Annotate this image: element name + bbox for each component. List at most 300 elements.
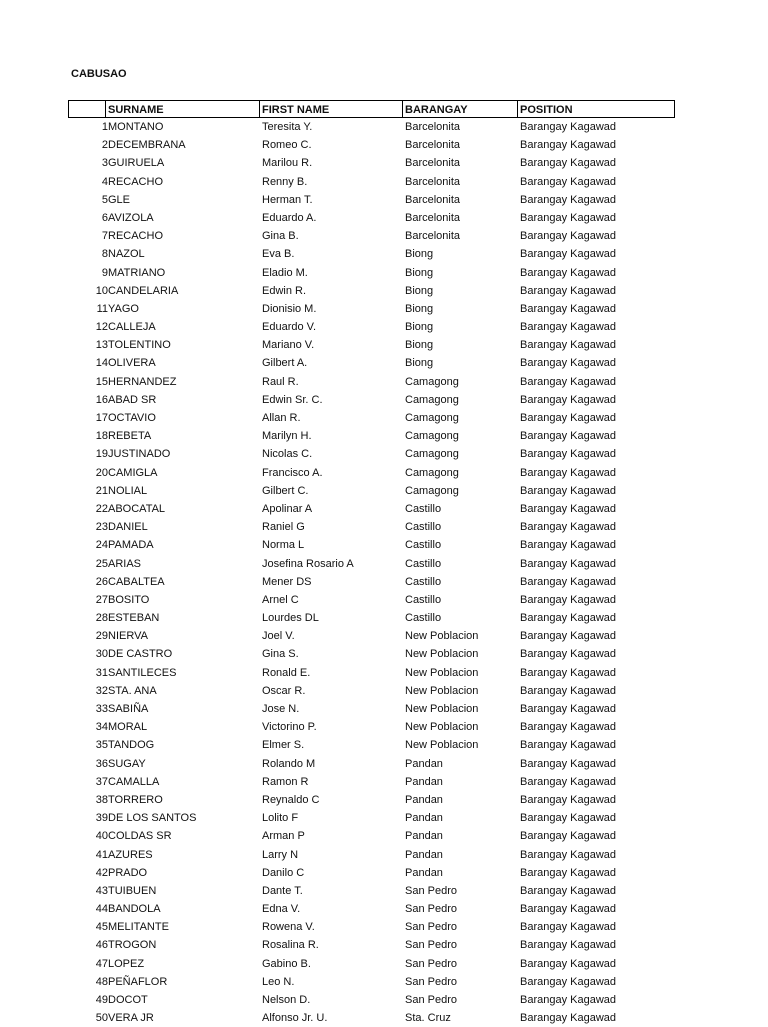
row-number: 17	[95, 412, 108, 424]
table-header	[68, 100, 675, 118]
cell-first-name: Raul R.	[262, 375, 299, 388]
table-row	[68, 700, 675, 718]
header-surname: SURNAME	[105, 101, 259, 117]
row-number: 18	[95, 430, 108, 443]
row-number: 32	[95, 684, 108, 697]
cell-position: Barangay Kagawad	[520, 812, 617, 825]
row-number: 28	[95, 612, 108, 625]
row-number: 29	[95, 630, 108, 643]
cell-position: Barangay Kagawad	[520, 502, 617, 515]
cell-barangay: Castillo	[405, 521, 442, 534]
cell-first-name: Joel V.	[262, 630, 295, 643]
cell-first-name: Rosalina R.	[262, 939, 319, 952]
cell-barangay: Pandan	[405, 848, 443, 861]
cell-surname: TANDOG	[108, 739, 155, 752]
table-row	[68, 664, 675, 682]
cell-first-name: Teresita Y.	[262, 121, 313, 133]
cell-first-name: Eladio M.	[262, 266, 308, 279]
cell-barangay: Pandan	[405, 830, 443, 843]
row-number: 33	[95, 703, 108, 715]
document-title: CABUSAO	[71, 68, 127, 80]
row-number: 5	[101, 193, 108, 206]
cell-position: Barangay Kagawad	[520, 793, 617, 806]
cell-surname: SABIÑA	[108, 703, 149, 715]
cell-barangay: Biong	[405, 266, 434, 279]
cell-barangay: Barcelonita	[405, 121, 461, 133]
cell-barangay: Camagong	[405, 466, 459, 479]
cell-barangay: Barcelonita	[405, 230, 461, 243]
table-row	[68, 354, 675, 372]
table-row	[68, 936, 675, 954]
row-number: 47	[95, 957, 108, 970]
cell-barangay: Pandan	[405, 793, 443, 806]
cell-first-name: Marilyn H.	[262, 430, 312, 443]
cell-surname: PRADO	[108, 866, 148, 879]
cell-position: Barangay Kagawad	[520, 975, 617, 988]
cell-barangay: New Poblacion	[405, 703, 479, 715]
cell-position: Barangay Kagawad	[520, 230, 617, 243]
row-number: 2	[101, 139, 108, 152]
table-row	[68, 991, 675, 1009]
cell-position: Barangay Kagawad	[520, 703, 617, 715]
cell-first-name: Eva B.	[262, 248, 295, 261]
cell-first-name: Rowena V.	[262, 921, 315, 934]
row-number: 25	[95, 557, 108, 570]
cell-first-name: Jose N.	[262, 703, 300, 715]
row-number: 3	[101, 157, 108, 170]
table-row	[68, 882, 675, 900]
cell-barangay: Biong	[405, 284, 434, 297]
row-number: 1	[101, 121, 108, 133]
table-row	[68, 336, 675, 354]
table-row	[68, 736, 675, 754]
cell-first-name: Edwin Sr. C.	[262, 393, 323, 406]
cell-surname: TROGON	[108, 939, 157, 952]
table-row	[68, 755, 675, 773]
cell-first-name: Edna V.	[262, 903, 301, 916]
row-number: 31	[95, 666, 108, 679]
header-first-name: FIRST NAME	[259, 101, 402, 117]
cell-barangay: Castillo	[405, 557, 442, 570]
cell-surname: MORAL	[108, 721, 148, 734]
cell-position: Barangay Kagawad	[520, 721, 617, 734]
row-number: 46	[95, 939, 108, 952]
row-number: 44	[95, 903, 108, 916]
row-number: 16	[95, 393, 108, 406]
row-number: 45	[95, 921, 108, 934]
table-row	[68, 136, 675, 154]
cell-barangay: Biong	[405, 302, 434, 315]
cell-position: Barangay Kagawad	[520, 321, 617, 334]
cell-position: Barangay Kagawad	[520, 539, 617, 552]
cell-surname: CABALTEA	[108, 575, 165, 588]
cell-surname: VERA JR	[108, 1012, 154, 1025]
cell-first-name: Allan R.	[262, 412, 301, 424]
cell-barangay: Camagong	[405, 430, 459, 443]
cell-position: Barangay Kagawad	[520, 193, 617, 206]
cell-position: Barangay Kagawad	[520, 739, 617, 752]
row-number: 22	[95, 502, 108, 515]
cell-surname: CAMALLA	[108, 775, 160, 788]
cell-surname: TORRERO	[108, 793, 163, 806]
cell-first-name: Lolito F	[262, 812, 299, 825]
cell-barangay: Camagong	[405, 375, 459, 388]
cell-first-name: Nelson D.	[262, 994, 311, 1006]
cell-position: Barangay Kagawad	[520, 357, 617, 370]
table-row	[68, 500, 675, 518]
cell-position: Barangay Kagawad	[520, 575, 617, 588]
cell-position: Barangay Kagawad	[520, 466, 617, 479]
cell-first-name: Herman T.	[262, 193, 313, 206]
cell-position: Barangay Kagawad	[520, 375, 617, 388]
cell-position: Barangay Kagawad	[520, 412, 617, 424]
table-row	[68, 518, 675, 536]
row-number: 36	[95, 757, 108, 770]
cell-first-name: Josefina Rosario A	[262, 557, 354, 570]
cell-first-name: Lourdes DL	[262, 612, 319, 625]
cell-barangay: San Pedro	[405, 975, 457, 988]
cell-barangay: Barcelonita	[405, 193, 461, 206]
row-number: 8	[101, 248, 108, 261]
table-row	[68, 955, 675, 973]
row-number: 12	[95, 321, 108, 334]
cell-surname: ARIAS	[108, 557, 142, 570]
cell-barangay: New Poblacion	[405, 666, 479, 679]
cell-surname: CANDELARIA	[108, 284, 179, 297]
table-row	[68, 900, 675, 918]
row-number: 13	[95, 339, 108, 352]
table-row	[68, 300, 675, 318]
table-row	[68, 555, 675, 573]
row-number: 26	[95, 575, 108, 588]
cell-barangay: Camagong	[405, 393, 459, 406]
cell-barangay: Pandan	[405, 757, 443, 770]
cell-position: Barangay Kagawad	[520, 121, 617, 133]
row-number: 42	[95, 866, 108, 879]
row-number: 24	[95, 539, 108, 552]
cell-surname: RECACHO	[108, 230, 164, 243]
row-number: 43	[95, 884, 108, 897]
cell-position: Barangay Kagawad	[520, 994, 617, 1006]
cell-surname: HERNANDEZ	[108, 375, 177, 388]
table-row	[68, 918, 675, 936]
cell-barangay: San Pedro	[405, 921, 457, 934]
cell-position: Barangay Kagawad	[520, 666, 617, 679]
cell-barangay: New Poblacion	[405, 721, 479, 734]
cell-surname: SANTILECES	[108, 666, 177, 679]
cell-surname: RECACHO	[108, 175, 164, 188]
cell-surname: ABOCATAL	[108, 502, 166, 515]
cell-first-name: Reynaldo C	[262, 793, 320, 806]
cell-position: Barangay Kagawad	[520, 684, 617, 697]
cell-position: Barangay Kagawad	[520, 612, 617, 625]
row-number: 9	[101, 266, 108, 279]
cell-position: Barangay Kagawad	[520, 1012, 617, 1025]
cell-barangay: Barcelonita	[405, 175, 461, 188]
cell-barangay: Biong	[405, 339, 434, 352]
cell-barangay: Biong	[405, 248, 434, 261]
row-number: 15	[95, 375, 108, 388]
cell-first-name: Arman P	[262, 830, 305, 843]
cell-surname: COLDAS SR	[108, 830, 172, 843]
cell-position: Barangay Kagawad	[520, 648, 617, 661]
row-number: 14	[95, 357, 108, 370]
cell-surname: ABAD SR	[108, 393, 157, 406]
cell-position: Barangay Kagawad	[520, 757, 617, 770]
cell-surname: LOPEZ	[108, 957, 145, 970]
cell-first-name: Francisco A.	[262, 466, 323, 479]
cell-position: Barangay Kagawad	[520, 884, 617, 897]
cell-position: Barangay Kagawad	[520, 448, 617, 461]
cell-barangay: San Pedro	[405, 903, 457, 916]
cell-first-name: Alfonso Jr. U.	[262, 1012, 328, 1025]
cell-barangay: San Pedro	[405, 939, 457, 952]
table-body	[68, 118, 675, 1027]
cell-surname: YAGO	[108, 302, 139, 315]
table-row	[68, 609, 675, 627]
table-row	[68, 409, 675, 427]
cell-barangay: San Pedro	[405, 957, 457, 970]
cell-surname: MONTANO	[108, 121, 164, 133]
table-row	[68, 846, 675, 864]
table-row	[68, 427, 675, 445]
cell-position: Barangay Kagawad	[520, 830, 617, 843]
cell-barangay: Castillo	[405, 502, 442, 515]
cell-surname: CAMIGLA	[108, 466, 158, 479]
cell-surname: AVIZOLA	[108, 211, 154, 224]
table-row	[68, 1009, 675, 1027]
table-row	[68, 318, 675, 336]
cell-position: Barangay Kagawad	[520, 139, 617, 152]
row-number: 37	[95, 775, 108, 788]
cell-barangay: Barcelonita	[405, 211, 461, 224]
cell-first-name: Arnel C	[262, 593, 299, 606]
table-row	[68, 245, 675, 263]
cell-first-name: Gilbert A.	[262, 357, 308, 370]
cell-position: Barangay Kagawad	[520, 939, 617, 952]
cell-surname: DE LOS SANTOS	[108, 812, 197, 825]
row-number: 48	[95, 975, 108, 988]
cell-barangay: Pandan	[405, 812, 443, 825]
table-row	[68, 645, 675, 663]
row-number: 49	[95, 994, 108, 1006]
cell-surname: DANIEL	[108, 521, 148, 534]
table-row	[68, 173, 675, 191]
cell-first-name: Victorino P.	[262, 721, 317, 734]
cell-barangay: Castillo	[405, 593, 442, 606]
cell-first-name: Oscar R.	[262, 684, 306, 697]
header-barangay: BARANGAY	[402, 101, 517, 117]
table-row	[68, 536, 675, 554]
cell-barangay: New Poblacion	[405, 684, 479, 697]
cell-surname: GUIRUELA	[108, 157, 165, 170]
row-number: 27	[95, 593, 108, 606]
row-number: 21	[95, 484, 108, 497]
table-row	[68, 209, 675, 227]
cell-barangay: Castillo	[405, 539, 442, 552]
table-row	[68, 282, 675, 300]
row-number: 40	[95, 830, 108, 843]
cell-position: Barangay Kagawad	[520, 484, 617, 497]
cell-surname: AZURES	[108, 848, 153, 861]
cell-barangay: Barcelonita	[405, 139, 461, 152]
cell-barangay: Castillo	[405, 575, 442, 588]
row-number: 4	[101, 175, 108, 188]
cell-position: Barangay Kagawad	[520, 393, 617, 406]
cell-position: Barangay Kagawad	[520, 284, 617, 297]
cell-barangay: New Poblacion	[405, 630, 479, 643]
table-row	[68, 482, 675, 500]
cell-barangay: San Pedro	[405, 884, 457, 897]
cell-first-name: Dante T.	[262, 884, 303, 897]
cell-first-name: Larry N	[262, 848, 299, 861]
cell-surname: DECEMBRANA	[108, 139, 186, 152]
cell-position: Barangay Kagawad	[520, 521, 617, 534]
cell-first-name: Leo N.	[262, 975, 295, 988]
cell-barangay: Biong	[405, 357, 434, 370]
cell-barangay: Camagong	[405, 448, 459, 461]
header-position: POSITION	[517, 101, 674, 117]
row-number: 38	[95, 793, 108, 806]
cell-barangay: Barcelonita	[405, 157, 461, 170]
table-row	[68, 191, 675, 209]
cell-position: Barangay Kagawad	[520, 921, 617, 934]
cell-first-name: Apolinar A	[262, 502, 313, 515]
row-number: 6	[101, 211, 108, 224]
cell-first-name: Dionisio M.	[262, 302, 317, 315]
cell-surname: TUIBUEN	[108, 884, 157, 897]
cell-surname: OLIVERA	[108, 357, 156, 370]
row-number: 30	[95, 648, 108, 661]
table-row	[68, 227, 675, 245]
row-number: 23	[95, 521, 108, 534]
cell-first-name: Norma L	[262, 539, 305, 552]
cell-surname: PEÑAFLOR	[108, 975, 168, 988]
table-row	[68, 682, 675, 700]
cell-barangay: Sta. Cruz	[405, 1012, 451, 1025]
cell-barangay: Pandan	[405, 775, 443, 788]
cell-surname: REBETA	[108, 430, 152, 443]
cell-position: Barangay Kagawad	[520, 957, 617, 970]
cell-first-name: Edwin R.	[262, 284, 307, 297]
cell-surname: MELITANTE	[108, 921, 169, 934]
cell-position: Barangay Kagawad	[520, 175, 617, 188]
cell-surname: ESTEBAN	[108, 612, 160, 625]
cell-barangay: Pandan	[405, 866, 443, 879]
table-row	[68, 573, 675, 591]
cell-position: Barangay Kagawad	[520, 248, 617, 261]
cell-first-name: Gina B.	[262, 230, 299, 243]
table-row	[68, 718, 675, 736]
row-number: 34	[95, 721, 108, 734]
cell-surname: NAZOL	[108, 248, 145, 261]
row-number: 20	[95, 466, 108, 479]
cell-first-name: Ramon R	[262, 775, 309, 788]
cell-position: Barangay Kagawad	[520, 266, 617, 279]
cell-surname: CALLEJA	[108, 321, 156, 334]
cell-position: Barangay Kagawad	[520, 593, 617, 606]
cell-first-name: Raniel G	[262, 521, 305, 534]
cell-surname: BOSITO	[108, 593, 150, 606]
cell-position: Barangay Kagawad	[520, 775, 617, 788]
cell-surname: BANDOLA	[108, 903, 161, 916]
cell-surname: TOLENTINO	[108, 339, 171, 352]
row-number: 10	[95, 284, 108, 297]
cell-barangay: Camagong	[405, 412, 459, 424]
table-row	[68, 373, 675, 391]
table-row	[68, 445, 675, 463]
cell-surname: SUGAY	[108, 757, 146, 770]
row-number: 7	[101, 230, 108, 243]
cell-position: Barangay Kagawad	[520, 903, 617, 916]
cell-position: Barangay Kagawad	[520, 630, 617, 643]
cell-surname: NIERVA	[108, 630, 148, 643]
cell-position: Barangay Kagawad	[520, 211, 617, 224]
cell-position: Barangay Kagawad	[520, 866, 617, 879]
cell-first-name: Danilo C	[262, 866, 305, 879]
cell-first-name: Gilbert C.	[262, 484, 309, 497]
table-row	[68, 264, 675, 282]
cell-barangay: Camagong	[405, 484, 459, 497]
cell-barangay: Castillo	[405, 612, 442, 625]
row-number: 41	[95, 848, 108, 861]
row-number: 39	[95, 812, 108, 825]
cell-surname: OCTAVIO	[108, 412, 156, 424]
cell-first-name: Mener DS	[262, 575, 312, 588]
table-row	[68, 464, 675, 482]
cell-first-name: Gina S.	[262, 648, 299, 661]
row-number: 19	[95, 448, 108, 461]
cell-barangay: San Pedro	[405, 994, 457, 1006]
cell-barangay: New Poblacion	[405, 739, 479, 752]
row-number: 35	[95, 739, 108, 752]
row-number: 50	[95, 1012, 108, 1025]
table-row	[68, 827, 675, 845]
table-row	[68, 864, 675, 882]
cell-surname: PAMADA	[108, 539, 154, 552]
cell-surname: STA. ANA	[108, 684, 157, 697]
table-row	[68, 391, 675, 409]
cell-position: Barangay Kagawad	[520, 430, 617, 443]
officials-table	[68, 100, 675, 1027]
table-row	[68, 591, 675, 609]
table-row	[68, 791, 675, 809]
row-number: 11	[96, 302, 108, 315]
cell-first-name: Eduardo V.	[262, 321, 317, 334]
cell-barangay: New Poblacion	[405, 648, 479, 661]
table-row	[68, 118, 675, 136]
cell-first-name: Eduardo A.	[262, 211, 317, 224]
cell-first-name: Gabino B.	[262, 957, 311, 970]
cell-first-name: Rolando M	[262, 757, 316, 770]
cell-first-name: Nicolas C.	[262, 448, 313, 461]
cell-surname: DOCOT	[108, 994, 148, 1006]
cell-surname: JUSTINADO	[108, 448, 171, 461]
cell-first-name: Romeo C.	[262, 139, 312, 152]
cell-position: Barangay Kagawad	[520, 339, 617, 352]
cell-first-name: Mariano V.	[262, 339, 315, 352]
table-row	[68, 973, 675, 991]
table-row	[68, 154, 675, 172]
cell-surname: NOLIAL	[108, 484, 148, 497]
cell-first-name: Ronald E.	[262, 666, 311, 679]
cell-first-name: Renny B.	[262, 175, 308, 188]
cell-surname: DE CASTRO	[108, 648, 173, 661]
table-row	[68, 809, 675, 827]
cell-position: Barangay Kagawad	[520, 302, 617, 315]
cell-position: Barangay Kagawad	[520, 157, 617, 170]
table-row	[68, 773, 675, 791]
